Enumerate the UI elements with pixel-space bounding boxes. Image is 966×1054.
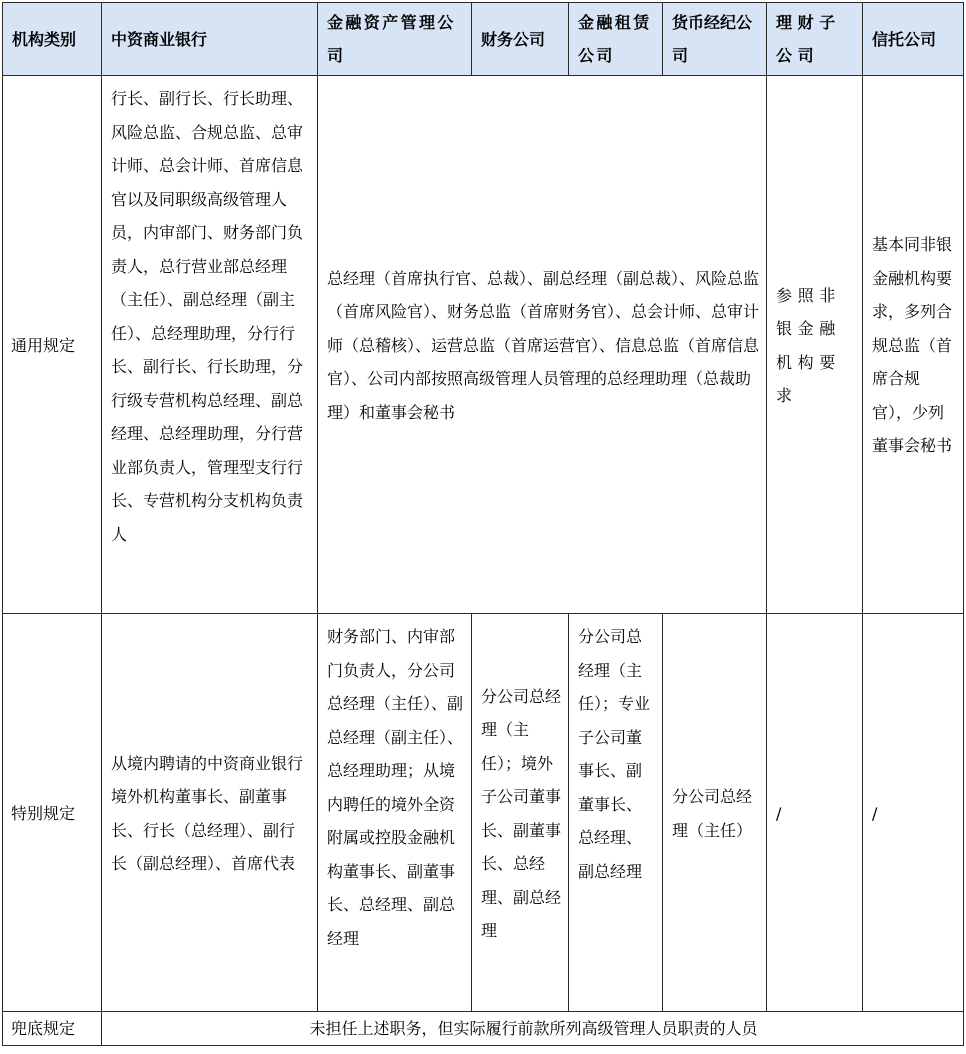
table-row-general (3, 76, 964, 614)
header-trust: 信托公司 (863, 3, 964, 76)
special-broker-cell: 分公司总经理（主任） (663, 614, 767, 1012)
general-bank-cell: 行长、副行长、行长助理、风险总监、合规总监、总审计师、总会计师、首席信息官以及同职级高级管理人员，内审部门、财务部门负责人，总行营业部总经理（主任）、副总经理（副主任）、总经理助理，分行行长、副行长、行长助理，分行级专营机构总经理、副总经理、总经理助理，分行营业部负责人，管理型支行行长、专营机构分支机构负责人 (102, 76, 318, 614)
table-header-row (3, 3, 964, 76)
header-category: 机构类别 (3, 3, 102, 76)
header-bank: 中资商业银行 (102, 3, 318, 76)
general-trust-cell: 基本同非银金融机构要求，多列合规总监（首席合规官），少列董事会秘书 (863, 76, 964, 614)
special-wealth-cell: / (767, 614, 863, 1012)
header-amc: 金融资产管理公司 (318, 3, 472, 76)
header-money-broker: 货币经纪公司 (663, 3, 767, 76)
fallback-cell: 未担任上述职务，但实际履行前款所列高级管理人员职责的人员 (102, 1012, 964, 1046)
row-label-general: 通用规定 (3, 76, 102, 614)
row-label-special: 特别规定 (3, 614, 102, 1012)
header-wealth-subsidiary: 理财子公司 (767, 3, 863, 76)
special-finance-cell: 分公司总经理（主任）；境外子公司董事长、副董事长、总经理、副总经理 (472, 614, 569, 1012)
special-trust-cell: / (863, 614, 964, 1012)
header-finance-company: 财务公司 (472, 3, 569, 76)
regulation-table (2, 2, 964, 1046)
header-leasing: 金融租赁公司 (569, 3, 663, 76)
special-leasing-cell: 分公司总经理（主任）；专业子公司董事长、副董事长、总经理、副总经理 (569, 614, 663, 1012)
table-row-special (3, 614, 964, 1012)
general-wealth-cell: 参照非银金融机构要求 (767, 76, 863, 614)
table-row-fallback (3, 1012, 964, 1046)
special-amc-cell: 财务部门、内审部门负责人，分公司总经理（主任）、副总经理（副主任）、总经理助理；从境内聘任的境外全资附属或控股金融机构董事长、副董事长、总经理、副总经理 (318, 614, 472, 1012)
special-bank-cell: 从境内聘请的中资商业银行境外机构董事长、副董事长、行长（总经理）、副行长（副总经理）、首席代表 (102, 614, 318, 1012)
general-merged-cell: 总经理（首席执行官、总裁）、副总经理（副总裁）、风险总监（首席风险官）、财务总监（首席财务官）、总会计师、总审计师（总稽核）、运营总监（首席运营官）、信息总监（首席信息官）、公司内部按照高级管理人员管理的总经理助理（总裁助理）和董事会秘书 (318, 76, 767, 614)
row-label-fallback: 兜底规定 (3, 1012, 102, 1046)
